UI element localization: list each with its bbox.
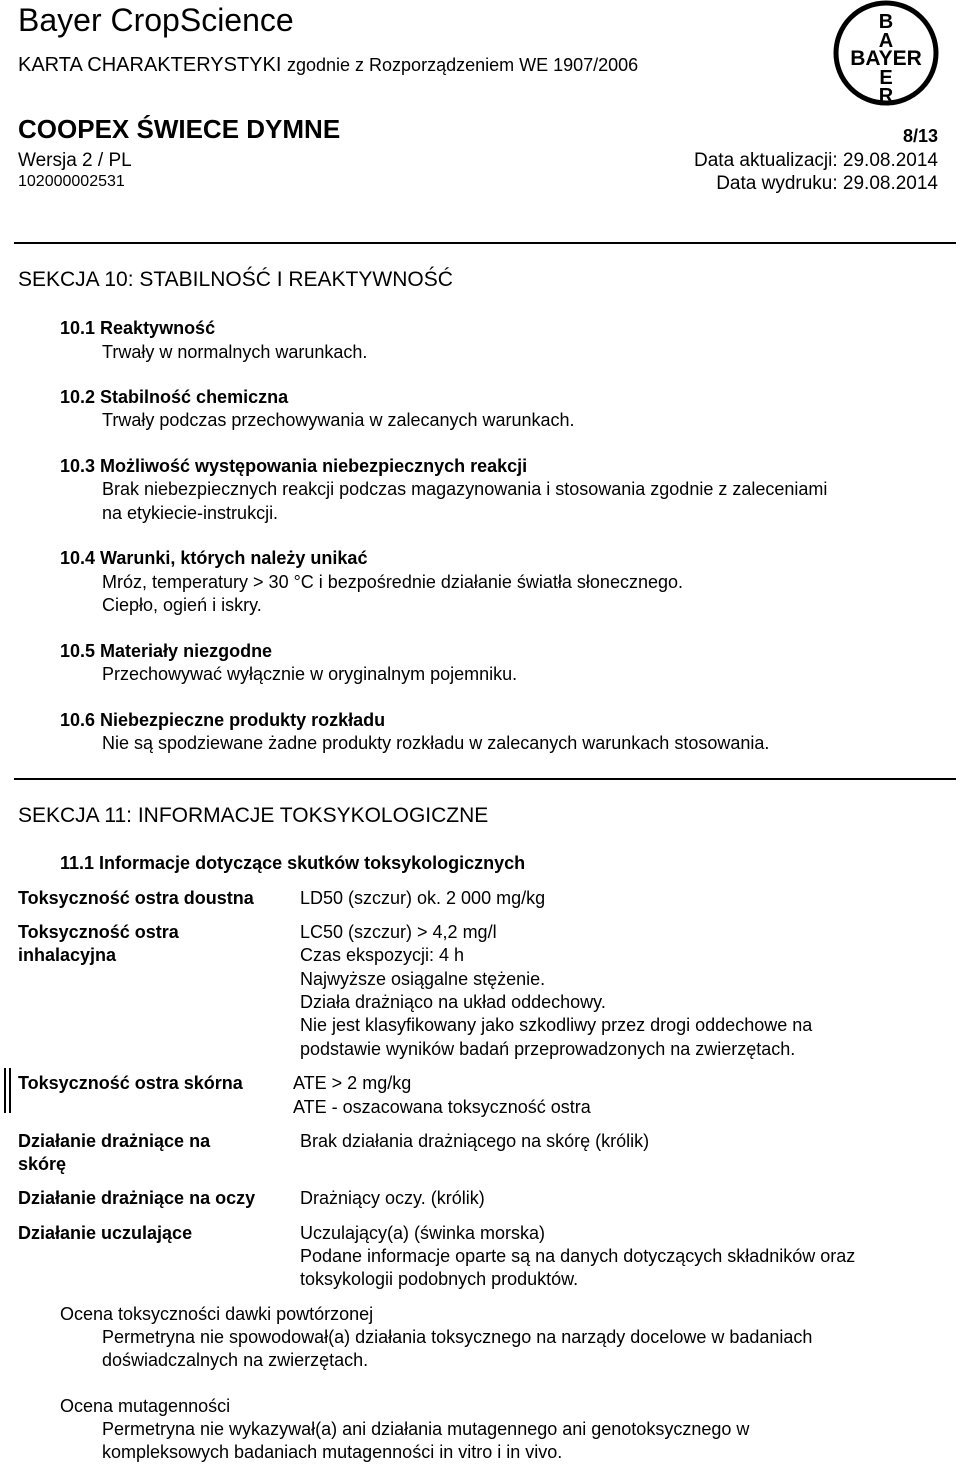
skin-irritation-label-2: skórę [18,1154,67,1174]
inhalation-value-3: Najwyższe osiągalne stężenie. [300,969,546,989]
item-10-5-text: Przechowywać wyłącznie w oryginalnym pojemniku. [102,664,518,684]
item-10-2-heading: 10.2 Stabilność chemiczna [60,387,289,407]
svg-text:BAYER: BAYER [850,47,922,70]
oral-toxicity-value: LD50 (szczur) ok. 2 000 mg/kg [300,888,546,908]
header-divider [14,242,956,244]
item-10-4-text-2: Ciepło, ogień i iskry. [102,595,262,615]
change-bar [9,1068,11,1113]
eye-irritation-value: Drażniący oczy. (królik) [300,1188,485,1208]
mutagenicity-text-2: kompleksowych badaniach mutagenności in vitro i in vivo. [102,1442,563,1462]
repeat-dose-heading: Ocena toksyczności dawki powtórzonej [60,1304,374,1324]
item-10-3-text-2: na etykiecie-instrukcji. [102,503,279,523]
section-11-title: SEKCJA 11: INFORMACJE TOKSYKOLOGICZNE [18,804,489,827]
regulation-label: zgodnie z Rozporządzeniem WE 1907/2006 [286,55,639,75]
change-bar [4,1068,6,1113]
doc-type-label: KARTA CHARAKTERYSTYKI [18,54,282,76]
skin-irritation-value: Brak działania drażniącego na skórę (królik) [300,1131,650,1151]
bayer-logo [833,0,939,106]
company-name: Bayer CropScience [18,2,294,38]
svg-text:E: E [879,67,893,89]
sensitization-value-2: Podane informacje oparte są na danych dotyczących składników oraz [300,1246,856,1266]
item-10-4-text-1: Mróz, temperatury > 30 °C i bezpośrednie działanie światła słonecznego. [102,572,684,592]
document-type [18,54,638,77]
item-10-3-heading: 10.3 Możliwość występowania niebezpiecznych reakcji [60,456,528,476]
repeat-dose-text-2: doświadczalnych na zwierzętach. [102,1350,369,1370]
product-name: COOPEX ŚWIECE DYMNE [18,114,341,144]
sensitization-label: Działanie uczulające [18,1223,193,1243]
eye-irritation-label: Działanie drażniące na oczy [18,1188,256,1208]
item-11-1-heading: 11.1 Informacje dotyczące skutków toksykologicznych [60,853,526,873]
sensitization-value-1: Uczulający(a) (świnka morska) [300,1223,546,1243]
mutagenicity-heading: Ocena mutagenności [60,1396,231,1416]
document-code: 102000002531 [18,173,125,190]
sensitization-value-3: toksykologii podobnych produktów. [300,1269,579,1289]
item-10-6-heading: 10.6 Niebezpieczne produkty rozkładu [60,710,386,730]
item-10-1-text: Trwały w normalnych warunkach. [102,342,368,362]
dermal-value-2: ATE - oszacowana toksyczność ostra [293,1097,591,1117]
item-10-5-heading: 10.5 Materiały niezgodne [60,641,273,661]
print-date: Data wydruku: 29.08.2014 [716,173,938,194]
inhalation-toxicity-label-2: inhalacyjna [18,945,117,965]
update-date: Data aktualizacji: 29.08.2014 [694,150,938,171]
page-number: 8/13 [902,126,938,146]
inhalation-value-1: LC50 (szczur) > 4,2 mg/l [300,922,497,942]
inhalation-value-6: podstawie wyników badań przeprowadzonych na zwierzętach. [300,1039,796,1059]
inhalation-value-4: Działa drażniąco na układ oddechowy. [300,992,606,1012]
mutagenicity-text-1: Permetryna nie wykazywał(a) ani działania mutagennego ani genotoksycznego w [102,1419,750,1439]
svg-text:B: B [878,11,894,33]
inhalation-value-2: Czas ekspozycji: 4 h [300,945,465,965]
item-10-1-heading: 10.1 Reaktywność [60,318,216,338]
item-10-4-heading: 10.4 Warunki, których należy unikać [60,548,368,568]
item-10-6-text: Nie są spodziewane żadne produkty rozkładu w zalecanych warunkach stosowania. [102,733,770,753]
dermal-toxicity-label: Toksyczność ostra skórna [18,1073,243,1093]
repeat-dose-text-1: Permetryna nie spowodował(a) działania toksycznego na narządy docelowe w badaniach [102,1327,813,1347]
dermal-value-1: ATE > 2 mg/kg [293,1073,412,1093]
item-10-2-text: Trwały podczas przechowywania w zalecanych warunkach. [102,410,575,430]
version: Wersja 2 / PL [18,150,132,171]
section-10-title: SEKCJA 10: STABILNOŚĆ I REAKTYWNOŚĆ [18,268,453,291]
item-10-3-text-1: Brak niebezpiecznych reakcji podczas magazynowania i stosowania zgodnie z zaleceniami [102,479,828,499]
skin-irritation-label-1: Działanie drażniące na [18,1131,211,1151]
oral-toxicity-label: Toksyczność ostra doustna [18,888,254,908]
inhalation-toxicity-label-1: Toksyczność ostra [18,922,179,942]
svg-text:R: R [878,85,894,106]
svg-text:A: A [878,30,894,52]
section-divider [14,778,956,780]
inhalation-value-5: Nie jest klasyfikowany jako szkodliwy przez drogi oddechowe na [300,1015,813,1035]
